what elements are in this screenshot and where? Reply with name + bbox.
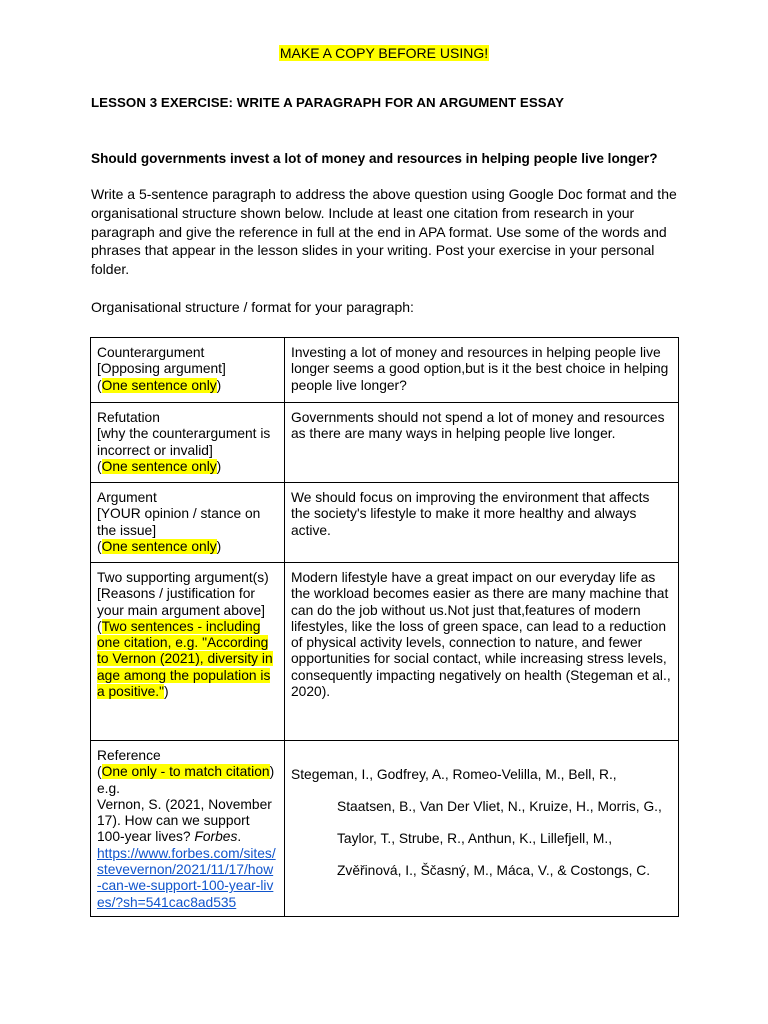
row-note: (One sentence only) (97, 377, 222, 393)
example-publication: Forbes (194, 829, 238, 845)
copy-banner-text: MAKE A COPY BEFORE USING! (279, 45, 489, 61)
content-line: We should focus on improving the environment that affects (291, 490, 650, 505)
row-note-highlight: One only - to match citation (101, 764, 270, 780)
instructions-paragraph (91, 185, 681, 279)
example-line (97, 829, 278, 845)
lesson-title: LESSON 3 EXERCISE: WRITE A PARAGRAPH FOR AN ARGUMENT ESSAY (91, 95, 565, 110)
row-label-cell (91, 403, 285, 482)
content-line: opportunities for social contact, while increasing stress levels, (291, 651, 667, 667)
content-line: lifestyles, like the loss of green space, can lead to a reduction (291, 618, 667, 634)
row-note-highlight: one citation, e.g. "According (97, 635, 269, 651)
content-line: the society's lifestyle to make it more healthy and always (291, 506, 637, 522)
row-label-detail: your main argument above] (97, 602, 265, 618)
table-row-argument (91, 482, 678, 562)
paragraph-structure-table (90, 337, 679, 917)
reference-link[interactable]: https://www.forbes.com/sites/ (97, 845, 276, 861)
content-line: Investing a lot of money and resources in helping people live (291, 345, 661, 360)
instructions-line: folder. (91, 261, 130, 278)
reference-link[interactable]: stevevernon/2021/11/17/how (97, 862, 274, 878)
row-label: Argument (97, 490, 157, 505)
row-content-cell[interactable] (285, 483, 678, 562)
row-note (97, 651, 278, 667)
content-line: as there are many ways in helping people live longer. (291, 426, 616, 442)
essay-question: Should governments invest a lot of money and resources in helping people live longer? (91, 151, 658, 166)
row-label-detail: [why the counterargument is (97, 426, 271, 442)
row-content-cell[interactable] (285, 563, 678, 740)
content-line: consequently impacting negatively on health (Stegeman et al., (291, 667, 671, 683)
row-note: a positive.") (97, 684, 169, 700)
instructions-line: phrases that appear in the lesson slides in your writing. Post your exercise in your personal (91, 242, 655, 259)
reference-link[interactable]: es/?sh=541cac8ad535 (97, 894, 237, 910)
example-punctuation: . (237, 829, 242, 845)
content-line: 2020). (291, 684, 331, 700)
table-row-reference (91, 740, 678, 916)
row-label: Reference (97, 748, 161, 763)
content-line: of physical activity levels, connection to nature, and fewer (291, 635, 643, 651)
row-content-cell[interactable] (285, 741, 678, 916)
row-note: (One sentence only) (97, 458, 222, 474)
example-text: 100-year lives? (97, 829, 195, 845)
row-label-detail: [YOUR opinion / stance on (97, 506, 261, 522)
row-note-highlight: a positive." (97, 684, 165, 700)
row-label-cell (91, 338, 285, 402)
row-label-cell (91, 741, 285, 916)
reference-line: Taylor, T., Strube, R., Anthun, K., Lillefjell, M., (337, 831, 613, 846)
instructions-line: Write a 5-sentence paragraph to address the above question using Google Doc format and the (91, 186, 677, 202)
copy-banner (0, 44, 768, 63)
row-label-cell (91, 483, 285, 562)
example-line: 17). How can we support (97, 813, 250, 829)
content-line: people live longer? (291, 377, 407, 393)
row-label-detail: incorrect or invalid] (97, 442, 213, 458)
row-label-detail: [Opposing argument] (97, 361, 226, 377)
row-label-cell (91, 563, 285, 740)
example-line: Vernon, S. (2021, November (97, 796, 272, 812)
row-label: Counterargument (97, 345, 205, 360)
row-note: (Two sentences - including (97, 618, 261, 634)
reference-link[interactable]: -can-we-support-100-year-liv (97, 878, 274, 894)
row-note-highlight: One sentence only (101, 458, 217, 474)
row-note (97, 668, 278, 684)
row-content-cell[interactable] (285, 403, 678, 482)
instructions-line: organisational structure shown below. Include at least one citation from research in your (91, 204, 635, 221)
row-note: (One only - to match citation) (97, 764, 275, 780)
structure-label: Organisational structure / format for your paragraph: (91, 299, 414, 315)
table-row-supporting-arguments (91, 562, 678, 740)
reference-line: Zvěřinová, I., Ščasný, M., Máca, V., & Costongs, C. (337, 863, 651, 878)
row-note-highlight: Two sentences - including (101, 618, 261, 634)
row-note (97, 635, 278, 651)
content-line: active. (291, 522, 331, 538)
row-note-highlight: to Vernon (2021), diversity in (97, 651, 273, 667)
content-line: longer seems a good option,but is it the best choice in helping (291, 361, 669, 377)
row-label: Refutation (97, 410, 160, 425)
reference-line: Staatsen, B., Van Der Vliet, N., Kruize, H., Morris, G., (337, 799, 662, 814)
row-note-highlight: One sentence only (101, 377, 217, 393)
instructions-line: paragraph and give the reference in full at the end in APA format. Use some of the words and (91, 223, 667, 240)
row-label-detail: [Reasons / justification for (97, 586, 255, 602)
content-line: Modern lifestyle have a great impact on our everyday life as (291, 570, 656, 585)
content-line: can do the job without us.Not just that,features of modern (291, 602, 641, 618)
content-line: Governments should not spend a lot of money and resources (291, 410, 665, 425)
row-note: (One sentence only) (97, 538, 222, 554)
example-line: e.g. (97, 780, 121, 796)
row-content-cell[interactable] (285, 338, 678, 402)
reference-line: Stegeman, I., Godfrey, A., Romeo-Velilla, M., Bell, R., (291, 767, 617, 782)
row-note-highlight: age among the population is (97, 667, 271, 683)
row-label: Two supporting argument(s) (97, 570, 269, 585)
row-label-detail: the issue] (97, 522, 157, 538)
table-row-counterargument (91, 338, 678, 402)
content-line: the workload becomes easier as there are many machine that (291, 586, 669, 602)
row-note-highlight: One sentence only (101, 538, 217, 554)
table-row-refutation (91, 402, 678, 482)
